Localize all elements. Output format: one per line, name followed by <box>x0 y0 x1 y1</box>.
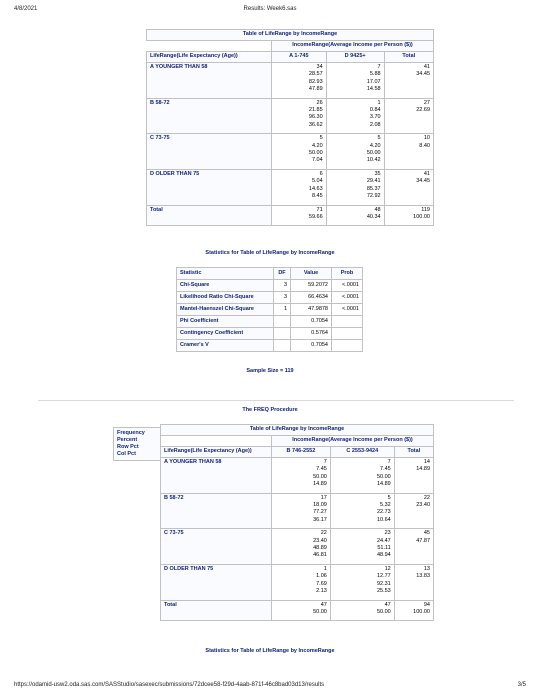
table-row <box>147 98 434 134</box>
table-1-row-header: LifeRange(Life Expectancy (Age)) <box>147 52 272 63</box>
legend-frequency: Frequency <box>117 430 145 436</box>
cell-col-1: 34 28.57 82.93 47.89 <box>272 63 327 99</box>
table-1-title: Table of LifeRange by IncomeRange <box>147 30 434 41</box>
stats-row <box>177 292 363 304</box>
cell-total: 14 14.89 <box>394 458 433 494</box>
stat-df <box>274 328 291 340</box>
stat-name: Likelihood Ratio Chi-Square <box>177 292 274 304</box>
table-row <box>161 564 434 600</box>
table-1-col-header: IncomeRange(Average Income per Person ($)) <box>272 41 434 52</box>
stats-row <box>177 304 363 316</box>
stats-1-title: Statistics for Table of LifeRange by IncomeRange <box>205 250 335 256</box>
table-2-row-header: LifeRange(Life Expectancy (Age)) <box>161 447 272 458</box>
stat-prob <box>332 316 363 328</box>
cell-total: 41 34.45 <box>384 169 433 205</box>
stat-name: Mantel-Haenszel Chi-Square <box>177 304 274 316</box>
cell-col-1: 7 7.45 50.00 14.89 <box>272 458 331 494</box>
stat-value: 0.5764 <box>291 328 332 340</box>
cell-col-2: 5 5.32 22.73 10.64 <box>330 493 394 529</box>
table-row <box>161 493 434 529</box>
cell-col-2: 12 12.77 92.31 25.53 <box>330 564 394 600</box>
cell-total: 22 23.40 <box>394 493 433 529</box>
cell-total: 10 8.40 <box>384 134 433 170</box>
table-2-title: Table of LifeRange by IncomeRange <box>161 425 434 436</box>
cell-col-1: 71 59.66 <box>272 205 327 226</box>
stats-header-prob: Prob <box>332 268 363 280</box>
stat-name: Chi-Square <box>177 280 274 292</box>
row-label: Total <box>161 600 272 621</box>
print-date: 4/8/2021 <box>14 6 38 12</box>
cell-col-2: 5 4.20 50.00 10.42 <box>326 134 384 170</box>
stat-df <box>274 340 291 352</box>
cell-col-1: 26 21.85 96.30 36.62 <box>272 98 327 134</box>
cell-total: 45 47.87 <box>394 529 433 565</box>
stat-df: 3 <box>274 292 291 304</box>
cell-col-2: 7 7.45 50.00 14.89 <box>330 458 394 494</box>
print-page-number: 3/5 <box>517 682 526 688</box>
table-row <box>147 63 434 99</box>
row-label: A YOUNGER THAN 58 <box>161 458 272 494</box>
stat-name: Contingency Coefficient <box>177 328 274 340</box>
stats-header-df: DF <box>274 268 291 280</box>
stat-prob <box>332 328 363 340</box>
stats-header-statistic: Statistic <box>177 268 274 280</box>
table-row <box>161 458 434 494</box>
row-label: C 73-75 <box>161 529 272 565</box>
stats-table-1 <box>176 267 363 352</box>
cell-total: 27 22.69 <box>384 98 433 134</box>
table-2-col-1: B 746-2552 <box>272 447 331 458</box>
stats-header-value: Value <box>291 268 332 280</box>
table-row <box>147 134 434 170</box>
print-url: https://odamid-usw2.oda.sas.com/SASStudio/sasexec/submissions/72dcee58-f29d-4aab-871f-46c8bad03d13/results <box>14 682 325 688</box>
cell-col-2: 47 50.00 <box>330 600 394 621</box>
row-label: A YOUNGER THAN 58 <box>147 63 272 99</box>
table-1-col-1: A 1-745 <box>272 52 327 63</box>
stat-prob <box>332 340 363 352</box>
sample-size: Sample Size = 119 <box>246 368 294 374</box>
stats-row <box>177 340 363 352</box>
cell-total: 119 100.00 <box>384 205 433 226</box>
stat-value: 66.4634 <box>291 292 332 304</box>
row-label: C 73-75 <box>147 134 272 170</box>
page-separator <box>38 400 514 401</box>
stat-value: 0.7054 <box>291 316 332 328</box>
cell-col-2: 23 24.47 51.11 48.94 <box>330 529 394 565</box>
stats-row <box>177 280 363 292</box>
row-label: D OLDER THAN 75 <box>161 564 272 600</box>
legend-row-pct: Row Pct <box>117 444 139 450</box>
cell-col-1: 47 50.00 <box>272 600 331 621</box>
row-label: Total <box>147 205 272 226</box>
cell-total: 13 13.83 <box>394 564 433 600</box>
cell-col-2: 1 0.84 3.70 2.08 <box>326 98 384 134</box>
cell-total: 94 100.00 <box>394 600 433 621</box>
table-row <box>147 205 434 226</box>
row-label: D OLDER THAN 75 <box>147 169 272 205</box>
stat-name: Phi Coefficient <box>177 316 274 328</box>
legend-col-pct: Col Pct <box>117 451 136 457</box>
stats-row <box>177 328 363 340</box>
print-page-title: Results: Week6.sas <box>243 6 297 12</box>
table-2-col-2: C 2553-9424 <box>330 447 394 458</box>
proc-title: The FREQ Procedure <box>242 407 298 413</box>
cell-contents-legend <box>113 427 161 461</box>
table-2-col-total: Total <box>394 447 433 458</box>
crosstab-table-2 <box>160 424 434 621</box>
cell-col-1: 22 23.40 48.89 46.81 <box>272 529 331 565</box>
row-label: B 58-72 <box>161 493 272 529</box>
stat-df: 3 <box>274 280 291 292</box>
cell-total: 41 34.45 <box>384 63 433 99</box>
cell-col-2: 7 5.88 17.07 14.58 <box>326 63 384 99</box>
stat-value: 0.7054 <box>291 340 332 352</box>
stats-row <box>177 316 363 328</box>
table-1-col-2: D 9425+ <box>326 52 384 63</box>
cell-col-1: 6 5.04 14.63 8.45 <box>272 169 327 205</box>
table-2-col-header: IncomeRange(Average Income per Person ($)) <box>272 436 434 447</box>
table-row <box>161 600 434 621</box>
stat-value: 59.2072 <box>291 280 332 292</box>
table-row <box>147 169 434 205</box>
stat-df <box>274 316 291 328</box>
row-label: B 58-72 <box>147 98 272 134</box>
cell-col-1: 1 1.06 7.69 2.13 <box>272 564 331 600</box>
stat-prob: <.0001 <box>332 304 363 316</box>
cell-col-2: 35 29.41 85.37 72.92 <box>326 169 384 205</box>
stat-prob: <.0001 <box>332 280 363 292</box>
stat-df: 1 <box>274 304 291 316</box>
stat-value: 47.9878 <box>291 304 332 316</box>
crosstab-table-1 <box>146 29 434 226</box>
legend-percent: Percent <box>117 437 138 443</box>
table-row <box>161 529 434 565</box>
stat-prob: <.0001 <box>332 292 363 304</box>
cell-col-2: 48 40.34 <box>326 205 384 226</box>
table-1-col-total: Total <box>384 52 433 63</box>
cell-col-1: 17 18.09 77.27 36.17 <box>272 493 331 529</box>
stats-2-title: Statistics for Table of LifeRange by IncomeRange <box>205 648 335 654</box>
cell-col-1: 5 4.20 50.00 7.04 <box>272 134 327 170</box>
stat-name: Cramer's V <box>177 340 274 352</box>
